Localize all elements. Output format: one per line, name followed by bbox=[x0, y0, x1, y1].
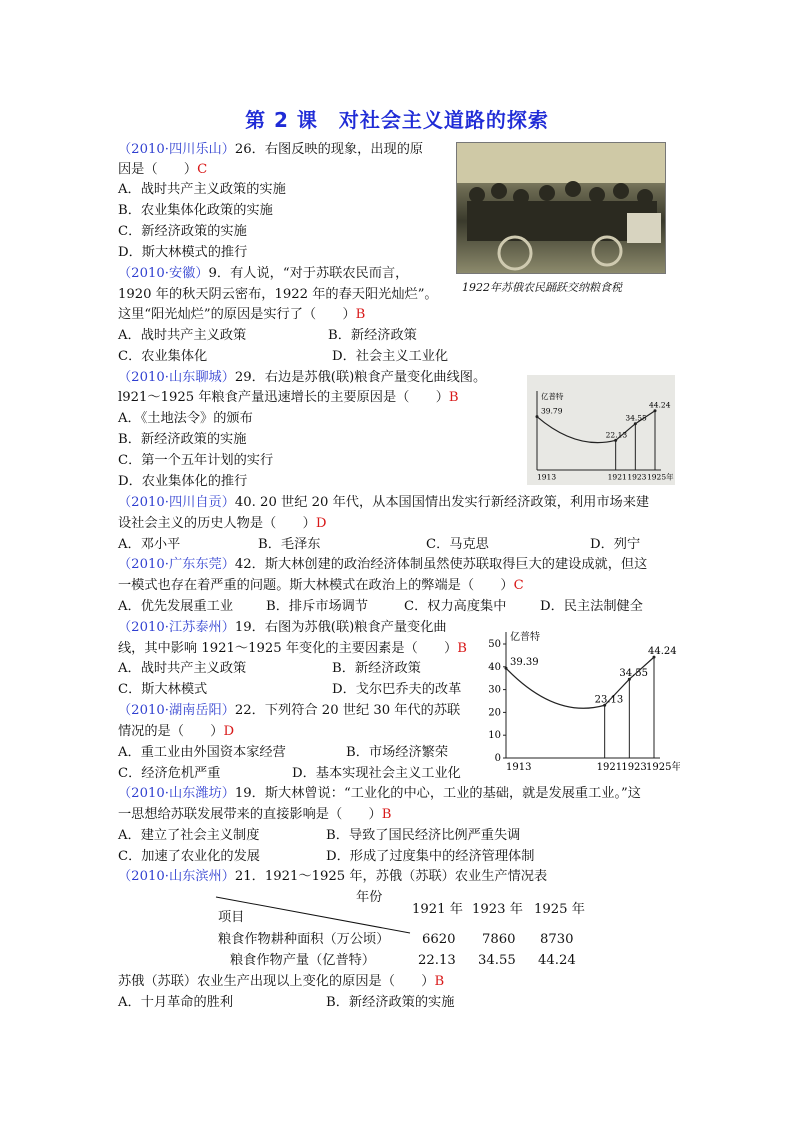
q7-option-c: C．经济危机严重 bbox=[118, 766, 221, 781]
q9-answer: B bbox=[434, 974, 445, 989]
y-tick-label: 40 bbox=[488, 661, 501, 673]
q2-line1 bbox=[118, 264, 408, 284]
table-cell: 6620 bbox=[422, 932, 456, 947]
q2-answer: B bbox=[355, 307, 366, 322]
q7-stem: 22．下列符合 20 世纪 30 年代的苏联 bbox=[234, 703, 461, 718]
q3-stem2: l921～1925 年粮食产量迅速增长的主要原因是（ ） bbox=[118, 390, 449, 405]
q5-option-b: B．排斥市场调节 bbox=[266, 599, 369, 614]
table-cell: 34.55 bbox=[478, 953, 516, 968]
q1-option-d: D．斯大林模式的推行 bbox=[118, 245, 248, 260]
table-cell: 44.24 bbox=[538, 953, 576, 968]
q8-answer: B bbox=[381, 807, 392, 822]
q1-answer: C bbox=[197, 162, 208, 177]
q2-stem3: 这里“阳光灿烂”的原因是实行了（ ） bbox=[118, 307, 356, 322]
data-label: 44.24 bbox=[648, 646, 677, 658]
q1-line2 bbox=[118, 160, 207, 180]
q5-option-a: A．优先发展重工业 bbox=[118, 599, 234, 614]
q8-option-b: B．导致了国民经济比例严重失调 bbox=[326, 828, 521, 843]
q6-answer: B bbox=[457, 641, 467, 656]
x-tick-label: 1923 bbox=[627, 472, 647, 482]
y-tick-label: 30 bbox=[488, 684, 501, 696]
x-tick-label: 1923 bbox=[621, 762, 647, 773]
q1-option-c: C．新经济政策的实施 bbox=[118, 224, 247, 239]
q2-option-d: D．社会主义工业化 bbox=[332, 349, 449, 364]
data-point bbox=[505, 667, 508, 670]
x-tick-label: 1921 bbox=[596, 762, 623, 773]
q4-stem2: 设社会主义的历史人物是（ ） bbox=[118, 516, 316, 531]
q8-stem2: 一思想给苏联发展带来的直接影响是（ ） bbox=[118, 807, 382, 822]
q7-option-a: A．重工业由外国资本家经营 bbox=[118, 745, 286, 760]
table-col-1925: 1925 年 bbox=[534, 902, 585, 917]
grain-chart-2 bbox=[484, 626, 680, 776]
q4-source: （2010·四川自贡） bbox=[118, 495, 235, 510]
q9-option-a: A．十月革命的胜利 bbox=[118, 995, 234, 1010]
q6-source: （2010·江苏泰州） bbox=[118, 620, 235, 635]
q2-line2: 1920 年的秋天阴云密布，1922 年的春天阳光灿烂”。 bbox=[118, 287, 438, 302]
q3-stem: 29．右边是苏俄(联)粮食产量变化曲线图。 bbox=[234, 370, 487, 385]
table-cell: 8730 bbox=[540, 932, 574, 947]
q1-stem: 26．右图反映的现象，出现的原 bbox=[234, 142, 424, 157]
table-cell: 7860 bbox=[482, 932, 516, 947]
q6-option-b: B．新经济政策 bbox=[332, 661, 421, 676]
q9-stem: 21．1921～1925 年，苏俄（苏联）农业生产情况表 bbox=[234, 869, 548, 884]
q6-stem: 19．右图为苏俄(联)粮食产量变化曲 bbox=[234, 620, 447, 635]
q7-option-b: B．市场经济繁荣 bbox=[346, 745, 449, 760]
table-row-yield-label: 粮食作物产量（亿普特） bbox=[230, 953, 376, 968]
q3-option-b: B．新经济政策的实施 bbox=[118, 432, 247, 447]
q3-line1 bbox=[118, 368, 486, 388]
q3-line2 bbox=[118, 388, 459, 408]
q6-option-c: C．斯大林模式 bbox=[118, 682, 208, 697]
q5-line1 bbox=[118, 555, 647, 575]
x-tick-label: 1921 bbox=[607, 472, 627, 482]
table-cell: 22.13 bbox=[418, 953, 456, 968]
data-label: 34.55 bbox=[619, 668, 648, 680]
data-point bbox=[536, 415, 539, 418]
q5-option-c: C．权力高度集中 bbox=[404, 599, 507, 614]
q7-source: （2010·湖南岳阳） bbox=[118, 703, 235, 718]
page-title: 第 2 课 对社会主义道路的探索 bbox=[245, 108, 549, 132]
y-axis-label: 亿普特 bbox=[541, 392, 564, 401]
grain-chart-1 bbox=[527, 375, 675, 485]
q6-line2 bbox=[118, 639, 467, 659]
q9-stem2: 苏俄（苏联）农业生产出现以上变化的原因是（ ） bbox=[118, 974, 435, 989]
q8-source: （2010·山东潍坊） bbox=[118, 786, 235, 801]
grain-chart-1-svg bbox=[527, 375, 675, 485]
q8-line2 bbox=[118, 805, 391, 825]
q2-option-a: A．战时共产主义政策 bbox=[118, 328, 247, 343]
q4-option-b: B．毛泽东 bbox=[258, 537, 321, 552]
x-tick-label: 1913 bbox=[506, 762, 532, 773]
q4-answer: D bbox=[315, 516, 327, 531]
q2-stem: 9．有人说，“对于苏联农民而言， bbox=[208, 266, 409, 281]
q2-option-c: C．农业集体化 bbox=[118, 349, 208, 364]
q2-line3 bbox=[118, 305, 365, 325]
q1-option-b: B．农业集体化政策的实施 bbox=[118, 203, 273, 218]
q3-option-c: C．第一个五年计划的实行 bbox=[118, 453, 274, 468]
q7-answer: D bbox=[223, 724, 235, 739]
q4-line1 bbox=[118, 493, 649, 513]
q3-source: （2010·山东聊城） bbox=[118, 370, 235, 385]
historical-photo bbox=[456, 142, 666, 274]
q5-stem: 42．斯大林创建的政治经济体制虽然使苏联取得巨大的建设成就，但这 bbox=[234, 557, 648, 572]
y-tick-label: 20 bbox=[488, 707, 501, 719]
table-corner-top: 年份 bbox=[356, 890, 383, 905]
data-label: 34.55 bbox=[625, 413, 647, 423]
q8-option-c: C．加速了农业化的发展 bbox=[118, 849, 260, 864]
q3-answer: B bbox=[448, 390, 459, 405]
q8-option-d: D．形成了过度集中的经济管理体制 bbox=[326, 849, 535, 864]
x-tick-label: 1925年 bbox=[646, 762, 680, 773]
q7-stem2: 情况的是（ ） bbox=[118, 724, 224, 739]
q5-answer: C bbox=[513, 578, 524, 593]
table-col-1923: 1923 年 bbox=[472, 902, 523, 917]
q6-stem2: 线，其中影响 1921～1925 年变化的主要因素是（ ） bbox=[118, 641, 458, 656]
q8-stem: 19．斯大林曾说：“工业化的中心，工业的基础，就是发展重工业。”这 bbox=[234, 786, 641, 801]
q6-option-a: A．战时共产主义政策 bbox=[118, 661, 247, 676]
q5-line2 bbox=[118, 576, 524, 596]
q2-option-b: B．新经济政策 bbox=[328, 328, 417, 343]
table-corner-bottom: 项目 bbox=[218, 910, 245, 925]
q7-line2 bbox=[118, 722, 234, 742]
y-tick-label: 50 bbox=[488, 639, 501, 650]
q4-stem: 40. 20 世纪 20 年代，从本国国情出发实行新经济政策，利用市场来建 bbox=[234, 495, 650, 510]
q4-option-a: A．邓小平 bbox=[118, 537, 181, 552]
grain-chart-2-svg bbox=[484, 626, 680, 776]
table-row-area-label: 粮食作物耕种面积（万公顷） bbox=[218, 932, 390, 947]
q4-option-c: C．马克思 bbox=[426, 537, 489, 552]
y-tick-label: 10 bbox=[488, 730, 501, 742]
q9-line1 bbox=[118, 867, 547, 887]
q3-option-a: A．《土地法令》的颁布 bbox=[118, 411, 253, 426]
q1-source: （2010·四川乐山） bbox=[118, 142, 235, 157]
data-label: 39.39 bbox=[510, 657, 539, 669]
q2-source: （2010·安徽） bbox=[118, 266, 209, 281]
q5-source: （2010·广东东莞） bbox=[118, 557, 235, 572]
q5-option-d: D．民主法制健全 bbox=[540, 599, 643, 614]
y-tick-label: 0 bbox=[494, 753, 501, 764]
data-label: 22.13 bbox=[605, 430, 628, 440]
q4-line2 bbox=[118, 514, 326, 534]
q1-line1 bbox=[118, 140, 423, 160]
q8-option-a: A．建立了社会主义制度 bbox=[118, 828, 260, 843]
q7-option-d: D．基本实现社会主义工业化 bbox=[292, 766, 461, 781]
photo-caption: 1922年苏俄农民踊跃交纳粮食税 bbox=[462, 281, 622, 294]
y-axis-label: 亿普特 bbox=[510, 632, 540, 643]
data-label: 39.79 bbox=[541, 406, 563, 416]
q3-option-d: D．农业集体化的推行 bbox=[118, 474, 248, 489]
q8-line1 bbox=[118, 784, 641, 804]
q7-line1 bbox=[118, 701, 460, 721]
q1-option-a: A．战时共产主义政策的实施 bbox=[118, 182, 286, 197]
data-label: 44.24 bbox=[649, 400, 671, 410]
x-tick-label: 1925年 bbox=[647, 472, 674, 482]
data-label: 23.13 bbox=[594, 694, 624, 706]
x-tick-label: 1913 bbox=[537, 472, 557, 482]
q5-stem2: 一模式也存在着严重的问题。斯大林模式在政治上的弊端是（ ） bbox=[118, 578, 514, 593]
q9-option-b: B．新经济政策的实施 bbox=[326, 995, 455, 1010]
table-col-1921: 1921 年 bbox=[412, 902, 463, 917]
q9-line2 bbox=[118, 972, 444, 992]
q1-stem2: 因是（ ） bbox=[118, 162, 198, 177]
q6-option-d: D．戈尔巴乔夫的改革 bbox=[332, 682, 462, 697]
q6-line1 bbox=[118, 618, 447, 638]
q9-source: （2010·山东滨州） bbox=[118, 869, 235, 884]
q4-option-d: D．列宁 bbox=[590, 537, 641, 552]
